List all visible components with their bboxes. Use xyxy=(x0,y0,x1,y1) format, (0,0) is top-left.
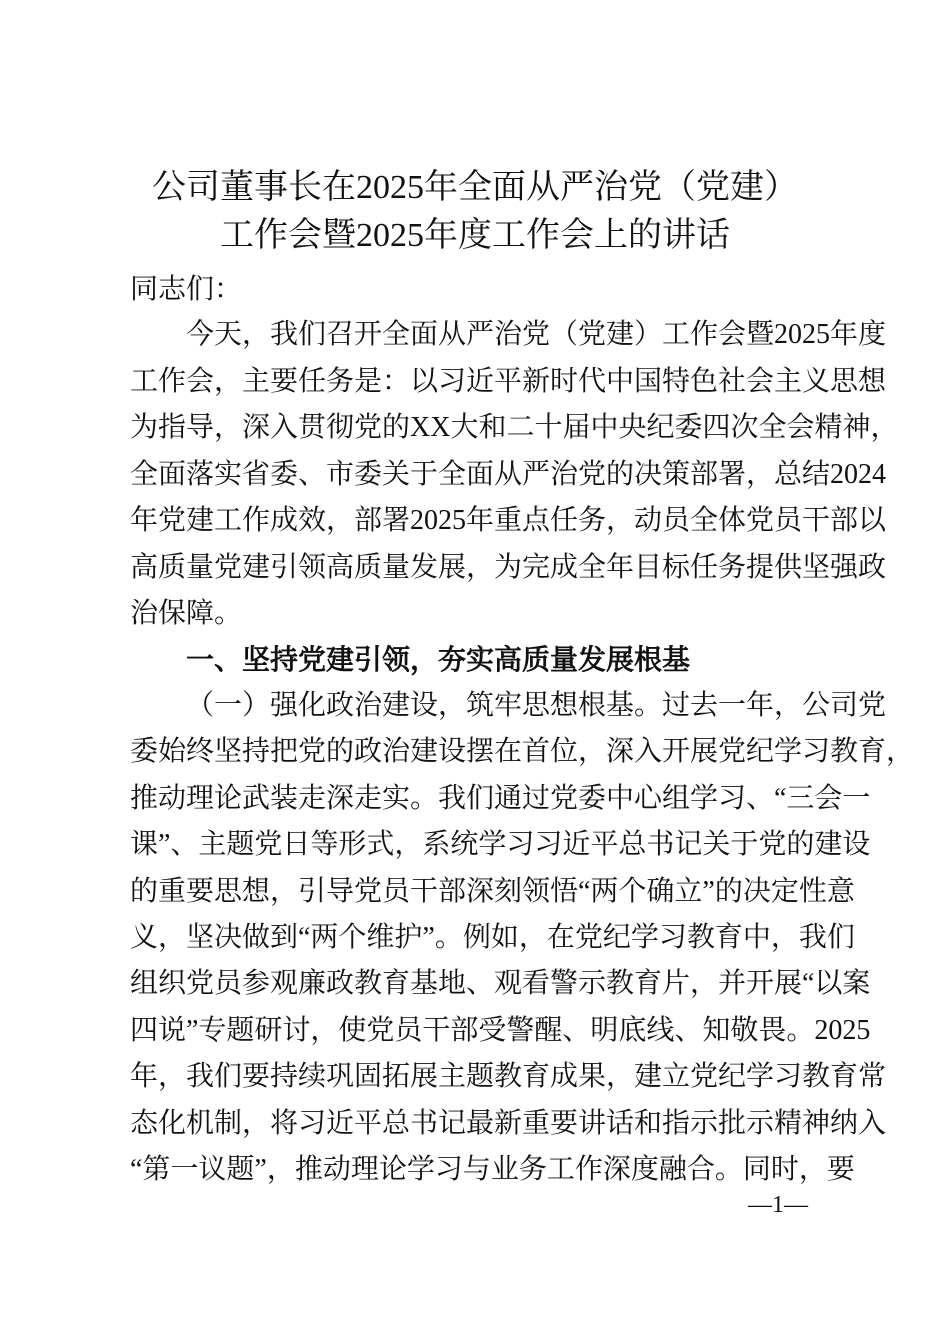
paragraph-line: 工作会，主要任务是：以习近平新时代中国特色社会主义思想 xyxy=(130,366,887,397)
paragraph-line: （一）强化政治建设，筑牢思想根基。过去一年，公司党 xyxy=(186,690,887,721)
paragraph-line: 委始终坚持把党的政治建设摆在首位，深入开展党纪学习教育， xyxy=(130,736,915,767)
paragraph-line: 四说”专题研讨，使党员干部受警醒、明底线、知敬畏。2025 xyxy=(130,1015,871,1046)
paragraph-line: 为指导，深入贯彻党的XX大和二十届中央纪委四次全会精神， xyxy=(130,412,899,443)
section-heading: 一、坚持党建引领，夯实高质量发展根基 xyxy=(186,644,691,675)
page-number: —1— xyxy=(748,1192,808,1218)
document-title-line-1: 公司董事长在2025年全面从严治党（党建） xyxy=(152,169,798,206)
paragraph-line: “第一议题”，推动理论学习与业务工作深度融合。同时，要 xyxy=(130,1154,855,1185)
paragraph-line: 课”、主题党日等形式，系统学习习近平总书记关于党的建设 xyxy=(130,829,871,860)
paragraph-line: 今天，我们召开全面从严治党（党建）工作会暨2025年度 xyxy=(186,319,887,350)
paragraph-line: 组织党员参观廉政教育基地、观看警示教育片，并开展“以案 xyxy=(130,968,871,999)
paragraph-line: 的重要思想，引导党员干部深刻领悟“两个确立”的决定性意 xyxy=(130,876,855,907)
paragraph-line: 义，坚决做到“两个维护”。例如，在党纪学习教育中，我们 xyxy=(130,922,855,953)
paragraph-line: 年，我们要持续巩固拓展主题教育成果，建立党纪学习教育常 xyxy=(130,1061,887,1092)
paragraph-line: 态化机制，将习近平总书记最新重要讲话和指示批示精神纳入 xyxy=(130,1108,887,1139)
paragraph-line: 高质量党建引领高质量发展，为完成全年目标任务提供坚强政 xyxy=(130,552,887,583)
paragraph-line: 治保障。 xyxy=(130,598,243,629)
paragraph-line: 全面落实省委、市委关于全面从严治党的决策部署，总结2024 xyxy=(130,459,887,490)
paragraph-line: 年党建工作成效，部署2025年重点任务，动员全体党员干部以 xyxy=(130,505,887,536)
paragraph-line: 推动理论武装走深走实。我们通过党委中心组学习、“三会一 xyxy=(130,783,871,814)
paragraph-line: 同志们： xyxy=(130,274,243,305)
document-title-line-2: 工作会暨2025年度工作会上的讲话 xyxy=(220,217,730,254)
